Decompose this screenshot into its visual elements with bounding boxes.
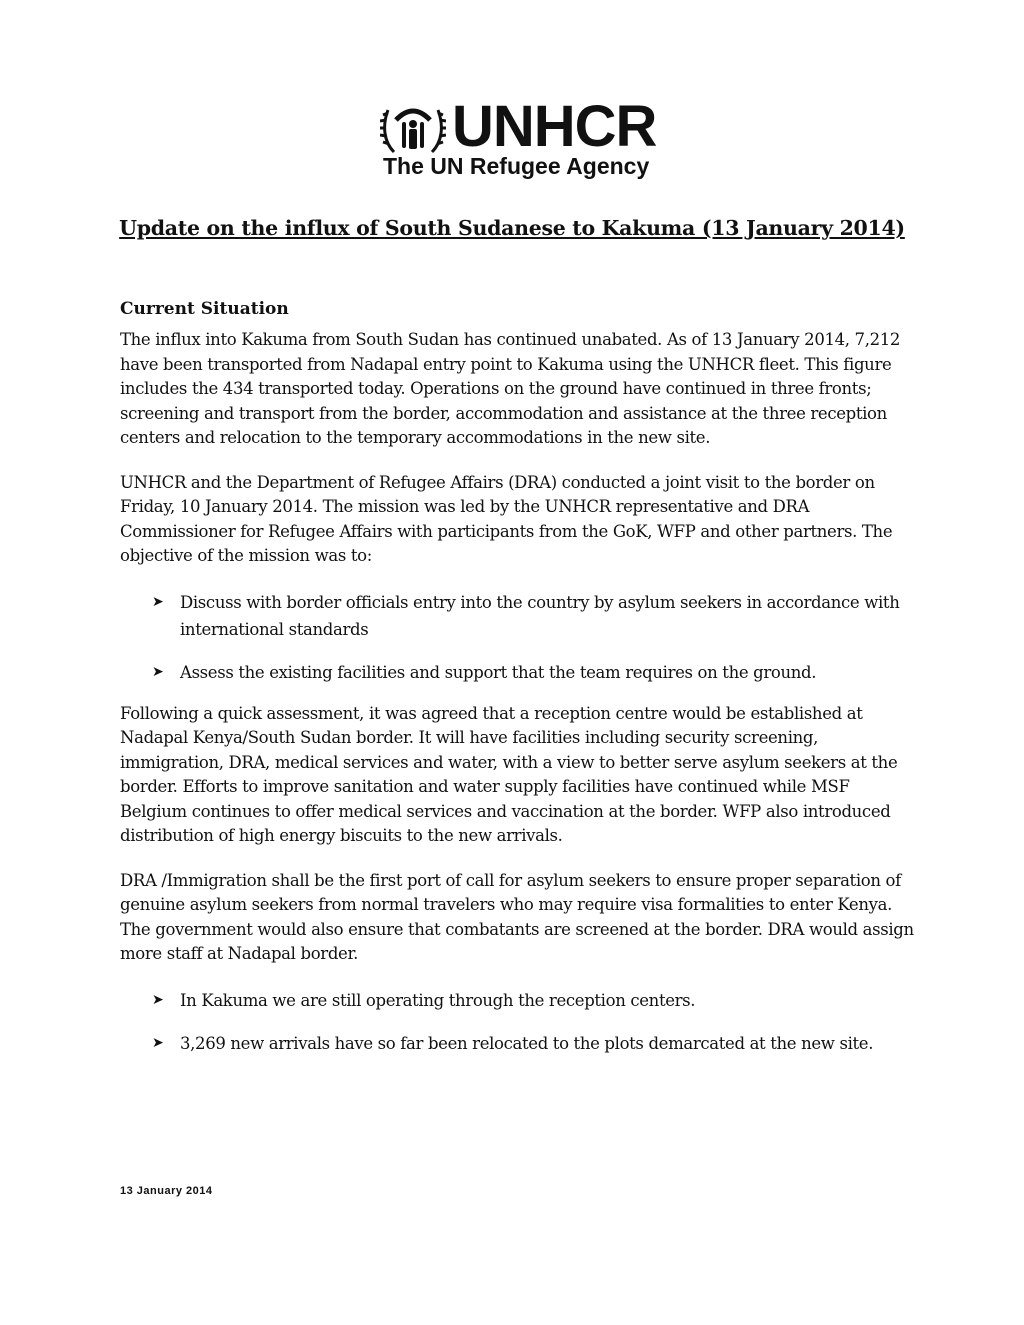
paragraph: Following a quick assessment, it was agreed that a reception centre would be established at Nadapal Kenya/South Sudan border. It will have facilities including security screening, immigration, DRA, medical services and water, with a view to better serve asylum seekers at the border. Efforts to improve sanitation and water supply facilities have continued while MSF Belgium continues to offer medical services and vaccination at the border. WFP also introduced distribution of high energy biscuits to the new arrivals.: [120, 703, 898, 845]
unhcr-logo: [380, 96, 680, 186]
list-item: [120, 987, 920, 1014]
list-item: [120, 659, 920, 686]
paragraph: The influx into Kakuma from South Sudan has continued unabated. As of 13 January 2014, 7,212 have been transported from Nadapal entry point to Kakuma using the UNHCR fleet. This figure includes the 434 transported today. Operations on the ground have continued in three fronts; screening and transport from the border, accommodation and assistance at the three reception centers and relocation to the temporary accommodations in the new site.: [120, 330, 901, 447]
bullet-list: [120, 987, 920, 1057]
list-item: [120, 1030, 920, 1057]
unhcr-emblem-icon: [380, 96, 446, 158]
list-item-text: 3,269 new arrivals have so far been relocated to the plots demarcated at the new site.: [180, 1033, 874, 1053]
list-item: [120, 589, 920, 643]
section-heading: Current Situation: [120, 299, 289, 319]
document-title: Update on the influx of South Sudanese to Kakuma (13 January 2014): [119, 216, 905, 240]
list-item-text: In Kakuma we are still operating through the reception centers.: [180, 990, 696, 1010]
bullet-list: [120, 589, 920, 686]
list-item-text: Assess the existing facilities and support that the team requires on the ground.: [180, 662, 817, 682]
list-item-text: Discuss with border officials entry into the country by asylum seekers in accordance with international standards: [180, 592, 900, 639]
footer-date: 13 January 2014: [120, 1185, 213, 1197]
arrow-bullet-icon: ➤: [152, 1034, 164, 1051]
logo-tagline: The UN Refugee Agency: [383, 153, 650, 179]
paragraph: UNHCR and the Department of Refugee Affairs (DRA) conducted a joint visit to the border on Friday, 10 January 2014. The mission was led by the UNHCR representative and DRA Commissioner for Refugee Affairs with participants from the GoK, WFP and other partners. The objective of the mission was to:: [120, 472, 893, 565]
arrow-bullet-icon: ➤: [152, 663, 164, 680]
paragraph: DRA /Immigration shall be the first port of call for asylum seekers to ensure proper separation of genuine asylum seekers from normal travelers who may require visa formalities to enter Kenya. The government would also ensure that combatants are screened at the border. DRA would assign more staff at Nadapal border.: [120, 870, 914, 963]
arrow-bullet-icon: ➤: [152, 593, 164, 610]
arrow-bullet-icon: ➤: [152, 991, 164, 1008]
logo-wordmark: UNHCR: [452, 94, 657, 159]
document-body: [120, 296, 920, 1073]
